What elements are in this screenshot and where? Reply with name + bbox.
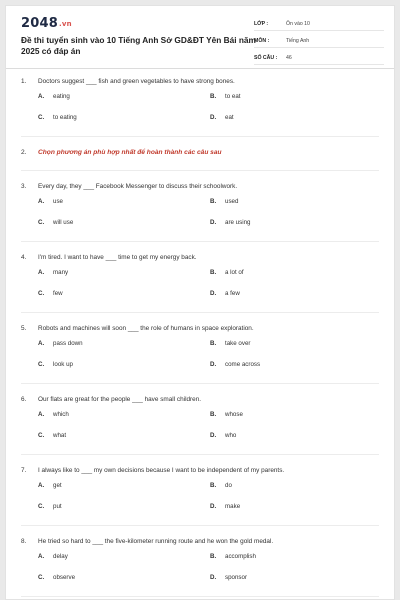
answer-option[interactable]: [210, 361, 382, 370]
question-divider: [21, 383, 379, 384]
option-letter: B.: [210, 553, 217, 560]
question-stem: [21, 182, 379, 191]
question-text: Robots and machines will soon ___ the role of humans in space exploration.: [38, 325, 254, 332]
meta-value: Tiếng Anh: [286, 38, 310, 44]
question-divider: [21, 170, 379, 171]
option-letter: B.: [210, 340, 217, 347]
answer-option[interactable]: [210, 290, 382, 299]
option-text: take over: [225, 340, 251, 347]
option-text: what: [53, 432, 67, 439]
question-divider: [21, 312, 379, 313]
exam-sheet: [5, 5, 395, 600]
question-number: 7.: [21, 467, 27, 474]
option-text: come across: [225, 361, 261, 368]
question-stem: [21, 395, 379, 404]
option-text: will use: [53, 219, 74, 226]
question-stem: [21, 253, 379, 262]
answer-option[interactable]: [38, 290, 210, 299]
section-instruction-text: Chọn phương án phù hợp nhất để hoàn thành các câu sau: [38, 149, 222, 156]
answer-option[interactable]: [38, 574, 210, 583]
answer-option[interactable]: [210, 269, 382, 278]
option-letter: A.: [38, 411, 45, 418]
option-letter: D.: [210, 290, 217, 297]
option-text: few: [53, 290, 63, 297]
question-number: 4.: [21, 254, 27, 261]
question-block: [21, 537, 379, 595]
question-divider: [21, 241, 379, 242]
option-text: used: [225, 198, 239, 205]
answer-option[interactable]: [210, 219, 382, 228]
question-stem: [21, 324, 379, 333]
option-letter: A.: [38, 93, 45, 100]
answer-option[interactable]: [38, 219, 210, 228]
answer-option[interactable]: [38, 503, 210, 512]
exam-title: Đề thi tuyển sinh vào 10 Tiếng Anh Sở GD&ĐT Yên Bái năm 2025 có đáp án: [21, 35, 256, 56]
answer-option[interactable]: [210, 503, 382, 512]
answer-option[interactable]: [210, 574, 382, 583]
option-letter: B.: [210, 93, 217, 100]
option-text: observe: [53, 574, 76, 581]
option-letter: C.: [38, 114, 45, 121]
question-number: 2.: [21, 149, 27, 156]
answer-option[interactable]: [210, 198, 382, 207]
answer-option[interactable]: [38, 114, 210, 123]
option-letter: D.: [210, 114, 217, 121]
question-stem: [21, 77, 379, 86]
answer-options: [21, 482, 379, 524]
option-letter: C.: [38, 361, 45, 368]
option-text: put: [53, 503, 62, 510]
question-number: 6.: [21, 396, 27, 403]
option-text: a lot of: [225, 269, 244, 276]
option-letter: C.: [38, 432, 45, 439]
option-text: sponsor: [225, 574, 248, 581]
answer-option[interactable]: [210, 114, 382, 123]
option-text: make: [225, 503, 241, 510]
answer-option[interactable]: [38, 340, 210, 349]
exam-header: [6, 6, 394, 68]
question-block: [21, 77, 379, 135]
option-text: eat: [225, 114, 234, 121]
answer-option[interactable]: [38, 269, 210, 278]
question-block: [21, 395, 379, 453]
meta-label: LỚP :: [254, 21, 269, 27]
answer-option[interactable]: [38, 198, 210, 207]
answer-option[interactable]: [210, 93, 382, 102]
answer-option[interactable]: [38, 411, 210, 420]
question-number: 3.: [21, 183, 27, 190]
question-block: [21, 182, 379, 240]
option-letter: B.: [210, 269, 217, 276]
option-text: do: [225, 482, 232, 489]
question-text: I always like to ___ my own decisions because I want to be independent of my parents.: [38, 467, 285, 474]
meta-label: SỐ CÂU :: [254, 55, 278, 61]
answer-options: [21, 340, 379, 382]
option-text: many: [53, 269, 69, 276]
meta-label: MÔN :: [254, 38, 270, 44]
option-letter: C.: [38, 574, 45, 581]
answer-option[interactable]: [210, 482, 382, 491]
option-letter: B.: [210, 482, 217, 489]
option-text: to eat: [225, 93, 241, 100]
question-divider: [21, 596, 379, 597]
option-letter: B.: [210, 198, 217, 205]
meta-value: Ôn vào 10: [286, 21, 310, 27]
option-letter: A.: [38, 340, 45, 347]
option-text: are using: [225, 219, 251, 226]
answer-option[interactable]: [38, 93, 210, 102]
option-text: use: [53, 198, 63, 205]
option-letter: C.: [38, 219, 45, 226]
option-text: which: [53, 411, 69, 418]
question-list: [6, 69, 394, 597]
answer-option[interactable]: [38, 432, 210, 441]
option-text: whose: [225, 411, 243, 418]
option-letter: B.: [210, 411, 217, 418]
logo-suffix: .vn: [58, 20, 72, 28]
meta-row-count: [254, 52, 384, 65]
question-text: Every day, they ___ Facebook Messenger to discuss their schoolwork.: [38, 183, 238, 190]
question-text: He tried so hard to ___ the five-kilometer running route and he won the gold medal.: [38, 538, 274, 545]
option-letter: C.: [38, 503, 45, 510]
option-text: who: [225, 432, 237, 439]
option-letter: C.: [38, 290, 45, 297]
answer-options: [21, 198, 379, 240]
question-stem: [21, 466, 379, 475]
section-instruction: [21, 148, 379, 157]
question-block: [21, 253, 379, 311]
answer-option[interactable]: [210, 340, 382, 349]
question-stem: [21, 537, 379, 546]
answer-option[interactable]: [210, 553, 382, 562]
option-letter: A.: [38, 482, 45, 489]
meta-row-subject: [254, 35, 384, 48]
option-letter: A.: [38, 553, 45, 560]
option-text: a few: [225, 290, 240, 297]
option-text: look up: [53, 361, 73, 368]
question-divider: [21, 525, 379, 526]
question-text: Our flats are great for the people ___ have small children.: [38, 396, 202, 403]
question-number: 1.: [21, 78, 27, 85]
meta-value: 46: [286, 55, 292, 61]
answer-option[interactable]: [38, 361, 210, 370]
option-letter: A.: [38, 198, 45, 205]
option-text: accomplish: [225, 553, 256, 560]
question-divider: [21, 136, 379, 137]
option-letter: D.: [210, 361, 217, 368]
answer-options: [21, 411, 379, 453]
option-text: pass down: [53, 340, 83, 347]
answer-option[interactable]: [38, 553, 210, 562]
answer-options: [21, 269, 379, 311]
option-text: delay: [53, 553, 68, 560]
option-text: to eating: [53, 114, 77, 121]
option-letter: D.: [210, 432, 217, 439]
answer-options: [21, 553, 379, 595]
option-letter: D.: [210, 574, 217, 581]
option-letter: D.: [210, 503, 217, 510]
option-text: eating: [53, 93, 70, 100]
question-text: I'm tired. I want to have ___ time to get my energy back.: [38, 254, 197, 261]
question-number: 5.: [21, 325, 27, 332]
meta-row-class: [254, 18, 384, 31]
exam-meta: [254, 18, 384, 69]
answer-options: [21, 93, 379, 135]
question-number: 8.: [21, 538, 27, 545]
answer-option[interactable]: [38, 482, 210, 491]
question-block: [21, 324, 379, 382]
answer-option[interactable]: [210, 432, 382, 441]
question-block: [21, 466, 379, 524]
question-text: Doctors suggest ___ fish and green vegetables to have strong bones.: [38, 78, 235, 85]
question-divider: [21, 454, 379, 455]
option-text: get: [53, 482, 62, 489]
option-letter: A.: [38, 269, 45, 276]
option-letter: D.: [210, 219, 217, 226]
answer-option[interactable]: [210, 411, 382, 420]
logo-text: 2048: [21, 16, 58, 31]
